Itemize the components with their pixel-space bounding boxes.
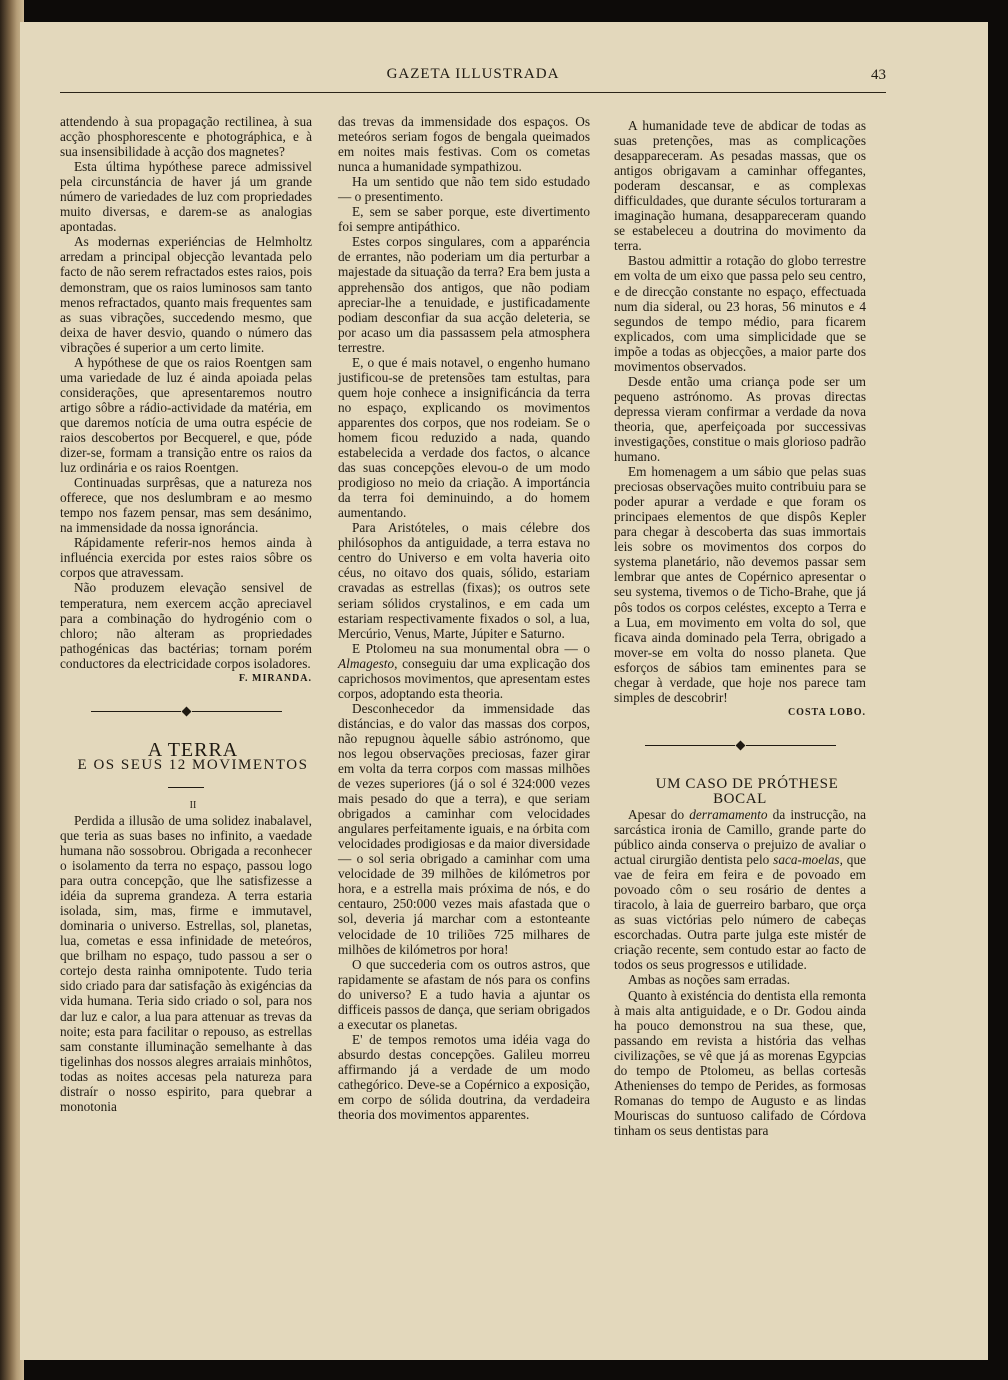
article-title: UM CASO DE PRÓTHESE BOCAL — [655, 775, 839, 807]
running-header — [60, 62, 886, 93]
paragraph: Ha um sentido que não tem sido estudado — o presentimento. — [338, 174, 590, 205]
paragraph: Estes corpos singulares, com a apparéncia de errantes, não poderiam um dia perturbar a majestade da situação da terra? Era bem justa a apprehensão dos antigos, que não podiam apreciar-lhe a tenuidade, e justificadamente podiam desconfiar da sua acção deleteria, se por acaso um dia passassem pela atmosphera terrestre. — [338, 234, 590, 355]
paragraph: Rápidamente referir-nos hemos ainda à influéncia exercida por estes raios sôbre os corpos que atravessam. — [60, 535, 312, 581]
section-divider — [614, 742, 866, 749]
paragraph: Desde então uma criança pode ser um pequeno astrónomo. As provas directas depressa vieram confirmar a verdade da nova theoria, que, aperfeiçoada por successivas investigações, constitue o mais glorioso padrão humano. — [614, 373, 866, 465]
publication-title: GAZETA ILLUSTRADA — [386, 66, 560, 82]
section-divider — [60, 708, 312, 715]
paragraph: A hypóthese de que os raios Roentgen sam uma variedade de luz é ainda apoiada pelas considerações, que apresentaremos noutro artigo sôbre a rádio-actividade da matéria, em que daremos notícia de uma outra espécie de raios descobertos por Becquerel, e que, póde dizer-se, formam a transição entre os raios da luz ordinária e os raios Roentgen. — [60, 354, 312, 476]
column-1 — [60, 114, 312, 1114]
page-number: 43 — [871, 67, 886, 83]
article-title: A TERRA — [147, 738, 239, 761]
paragraph: Esta última hypóthese parece admissivel pela circunstáncia de haver já um grande número de variedades de luz com propriedades muito diversas, e darem-se as analogias apontadas. — [60, 159, 312, 235]
paragraph: As modernas experiéncias de Helmholtz arredam a principal objecção levantada pelo facto de não serem refractados estes raios, pois demonstram, que os raios luminosos sam tanto menos refractados, quanto mais frequentes sam as suas vibrações, succedendo mesmo, que deixa de haver desvio, quando o número das vibrações é superior a um certo limite. — [60, 234, 312, 355]
paragraph: Desconhecedor da immensidade das distáncias, e do valor das massas dos corpos, não repugnou àquelle sábio astrónomo, que nos legou observações preciosas, fazer girar em volta da terra corpos com massas milhões de vezes superiores (já o sol é 324:000 vezes mais pesado do que a terra), e que seriam obrigados a caminhar com velocidades angulares perfeitamente iguais, e na órbita com velocidades prodigiosas e da maior diversidade — o sol seria obrigado a caminhar com uma velocidade de 39 milhões de kilómetros por hora, e a estrella mais próxima de nós, e do centauro, 250:000 vezes mais afastada que o sol, deveria já marchar com a estonteante velocidade de 10 triliões 725 milhares de milhões de kilómetros por hora! — [338, 700, 590, 957]
paragraph: Continuadas surprêsas, que a natureza nos offerece, que nos deslumbram e ao mesmo tempo nos fazem pensar, mas sem desánimo, na immensidade da nossa ignoráncia. — [60, 475, 312, 536]
column-3 — [614, 118, 866, 1138]
emphasis: saca-moelas — [773, 852, 840, 868]
paragraph: O que succederia com os outros astros, que rapidamente se afastam de nós para os confins do universo? E a tudo havia a ajuntar os difficeis passos de dança, que seriam obrigados a executar os planetas. — [338, 956, 590, 1032]
article-part-number: II — [189, 799, 197, 811]
paragraph: E' de tempos remotos uma idéia vaga do absurdo destas concepções. Galileu morreu affirmando já a verdade de um modo cathegórico. Deve-se a Copérnico a exposição, em corpo de sólida doutrina, da verdadeira theoria dos movimentos apparentes. — [338, 1031, 590, 1123]
paragraph: Não produzem elevação sensivel de temperatura, nem exercem acção apreciavel para a combinação do hydrogénio com o chloro; não alteram as propriedades pathogénicas das bactérias; tornam porém conductores da electricidade corpos isoladores. — [60, 580, 312, 671]
paragraph: Perdida a illusão de uma solidez inabalavel, que teria as suas bases no infinito, a vaedade humana não sossobrou. Obrigada a reconhecer o isolamento da terra no espaço, passou logo para outra concepção, que lhe satisfizesse a idéia da suprema grandeza. A terra estaria isolada, sim, mas, firme e immutavel, dominaria o universo. Estrellas, sol, planetas, lua, cometas e essa infinidade de meteóros, que brilham no espaço, tudo passou a ser o cortejo desta rainha omnipotente. Tudo teria sido criado para dar satisfação às exigéncias da vida humana. Teria sido criado o sol, para nos dar luz e calor, a lua para attenuar as trevas da noite; esta para facilitar o repouso, as estrellas sam constante illuminação semelhante à das tigelinhas dos nossos alegres arraiais minhôtos, todas as noites accesas pela natureza para distraír o nosso espirito, para quebrar a monotonia — [60, 812, 312, 1114]
paragraph: das trevas da immensidade dos espaços. Os meteóros seriam fogos de bengala queimados em noites mais festivas. Com os cometas nunca a humanidade sympathizou. — [338, 114, 590, 175]
paragraph: E, sem se saber porque, este divertimento foi sempre antipáthico. — [338, 204, 590, 235]
paragraph-intro: Apesar do derramamento da instrucção, na sarcástica ironia de Camillo, grande parte do público ainda conserva o prejuizo de avaliar o actual cirurgião dentista pelo saca-moelas, que vae de feira em feira e de povoado em povoado côm o seu rosário de dentes a tiracolo, à laia de guerreiro barbaro, que orça as suas victórias pelo número de cabeças escorchadas. Outra parte julga este mistér de criação recente, sem contudo estar ao facto de todos os seus progressos e utilidade. — [614, 806, 866, 973]
paragraph: E, o que é mais notavel, o engenho humano justificou-se de pretensões tam estultas, para quem hoje conhece a insignificáncia da terra no espaço, explicando os movimentos apparentes dos corpos, que nos rodeiam. Se o homem ficou reduzido a nada, quando estabelecida a verdade dos factos, o alcance das suas concepções elevou-o de um modo prodigioso no meio da criação. A importáncia da terra foi deminuindo, a do homem aumentando. — [338, 354, 590, 521]
paragraph: Ambas as noções sam erradas. — [628, 972, 791, 988]
work-title: Almagesto — [338, 655, 395, 671]
author-signature: COSTA LOBO. — [787, 706, 866, 718]
paragraph-ptolomeu: E Ptolomeu na sua monumental obra — o Almagesto, conseguiu dar uma explicação dos caprichosos movimentos, que apresentam estes corpos, adoptando esta theoria. — [338, 640, 590, 701]
column-2 — [338, 114, 590, 1122]
title-rule — [168, 787, 204, 788]
paragraph: Em homenagem a um sábio que pelas suas preciosas observações muito contribuiu para se poder apurar a verdade e que foram os principaes elementos de que dispôs Kepler para chegar à descoberta das suas immortais leis sobre os movimentos dos corpos do systema planetário, não devemos passar sem lembrar que antes de Copérnico apresentar o seu systema, tivemos o de Ticho-Brahe, que já pôs todos os corpos celéstes, excepto a Terra e a Lua, em movimento em volta do sol, que ficava ainda dominado pela Terra, obrigado a mover-se em volta do nosso planeta. Que esforços de sábios tam eminentes para se chegar à verdade, que hoje nos parece tam simples de descobrir! — [614, 464, 866, 705]
article-subtitle: E OS SEUS 12 MOVIMENTOS — [77, 756, 309, 773]
emphasis: derramamento — [689, 806, 768, 822]
paragraph: attendendo à sua propagação rectilinea, à sua acção phosphorescente e photográphica, e à sua insensibilidade à acção dos magnetes? — [60, 114, 312, 160]
paragraph: Bastou admittir a rotação do globo terrestre em volta de um eixo que passa pelo seu centro, e de direcção constante no espaço, effectuada num dia sideral, ou 23 horas, 56 minutos e 4 segundos de tempo médio, para ficarem explicados, com uma simplicidade que se impõe a todas as objecções, a maior parte dos movimentos observados. — [614, 253, 866, 374]
paragraph: Para Aristóteles, o mais célebre dos philósophos da antiguidade, a terra estava no centro do Universo e em volta haveria oito céus, no oitavo dos quais, sólido, estariam cravadas as estrellas (fixas); os outros sete seriam sólidos crystalinos, e em cada um estariam respectivamente fixados o sol, a lua, Mercúrio, Venus, Marte, Júpiter e Saturno. — [338, 520, 590, 641]
paragraph: A humanidade teve de abdicar de todas as suas pretenções, mas as complicações desappareceram. As pesadas massas, que os antigos obrigavam a caminhar offegantes, poderam descansar, e as complexas difficuldades, que durante séculos torturaram a imaginação humana, desappareceram quando se estabeleceu a doutrina do movimento da terra. — [614, 118, 866, 254]
author-signature: F. MIRANDA. — [238, 672, 312, 684]
paragraph: Quanto à existéncia do dentista ella remonta à mais alta antiguidade, e o Dr. Godou ainda ha pouco demonstrou na sua these, que, passando em revista a história das velhas civilizações, se vê que já as morenas Egypcias do tempo de Ptolomeu, as bellas cortesãs Athenienses do tempo de Perides, as formosas Romanas do tempo de Augusto e as lindas Mouriscas do suntuoso califado de Córdova tinham os seus dentistas para — [614, 987, 866, 1138]
